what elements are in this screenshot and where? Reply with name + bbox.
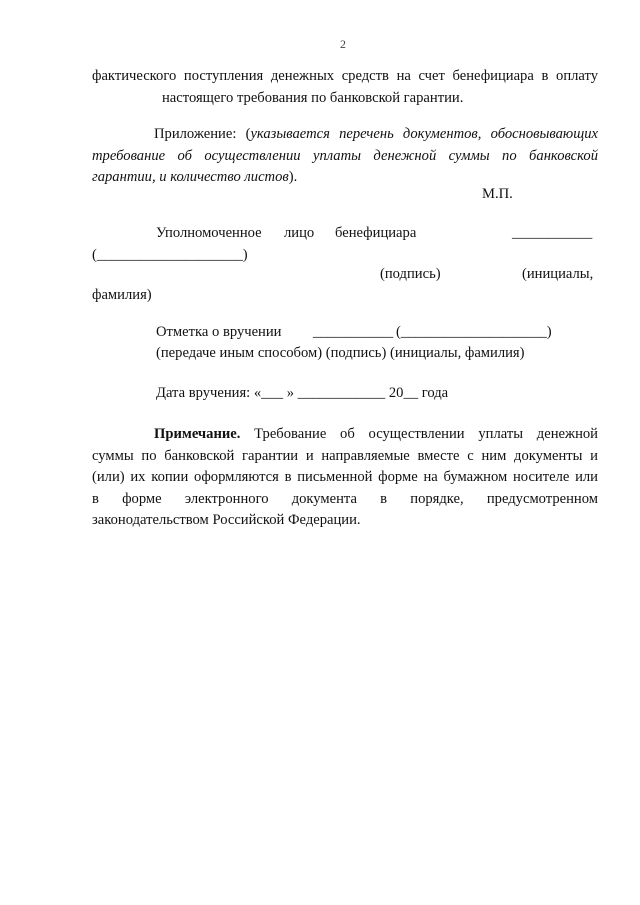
paragraph-line: настоящего требования по банковской гарантии. <box>162 89 464 106</box>
signature-line: ___________ <box>512 225 593 241</box>
authorized-word-1: Уполномоченное <box>156 225 262 241</box>
name-line: (____________________) <box>92 247 248 263</box>
attachment-close: ). <box>288 169 298 185</box>
attachment-italic-2: требование об осуществлении уплаты денежной суммы по банковской <box>92 147 598 164</box>
note-line-1-text: Требование об осуществлении уплаты денежной <box>240 426 598 442</box>
note-label: Примечание. <box>154 426 241 442</box>
attachment-line-1 <box>92 124 598 146</box>
note-paragraph <box>92 424 598 532</box>
surname-caption: фамилия) <box>92 287 152 303</box>
attachment-paragraph <box>92 124 598 189</box>
paragraph-line: фактического поступления денежных средств на счет бенефициара в оплату <box>92 68 598 84</box>
delivery-name-line: (____________________) <box>396 324 552 340</box>
authorized-word-2: лицо <box>284 225 315 241</box>
authorized-word-3: бенефициара <box>335 225 417 241</box>
attachment-italic-3: гарантии, и количество листов <box>92 169 289 185</box>
delivery-signature-line: ___________ <box>313 324 394 340</box>
stamp-placeholder: М.П. <box>482 186 513 202</box>
note-line-5: законодательством Российской Федерации. <box>92 512 361 528</box>
attachment-label: Приложение: ( <box>154 126 251 142</box>
note-line-1 <box>92 424 598 446</box>
note-line-2: суммы по банковской гарантии и направляемые вместе с ним документы и <box>92 447 598 464</box>
page-number: 2 <box>340 37 346 51</box>
signature-caption: (подпись) <box>380 266 441 282</box>
paragraph-payment <box>92 66 598 109</box>
note-line-4: в форме электронного документа в порядке, предусмотренном <box>92 490 598 507</box>
delivery-mark-caption: (передаче иным способом) (подпись) (инициалы, фамилия) <box>156 345 525 361</box>
delivery-date: Дата вручения: «___ » ____________ 20__ года <box>156 385 449 401</box>
note-line-3: (или) их копии оформляются в письменной форме на бумажном носителе или <box>92 469 598 485</box>
delivery-mark-label: Отметка о вручении <box>156 324 282 340</box>
attachment-italic-1: указывается перечень документов, обосновывающих <box>250 126 598 142</box>
initials-caption: (инициалы, <box>522 266 594 282</box>
